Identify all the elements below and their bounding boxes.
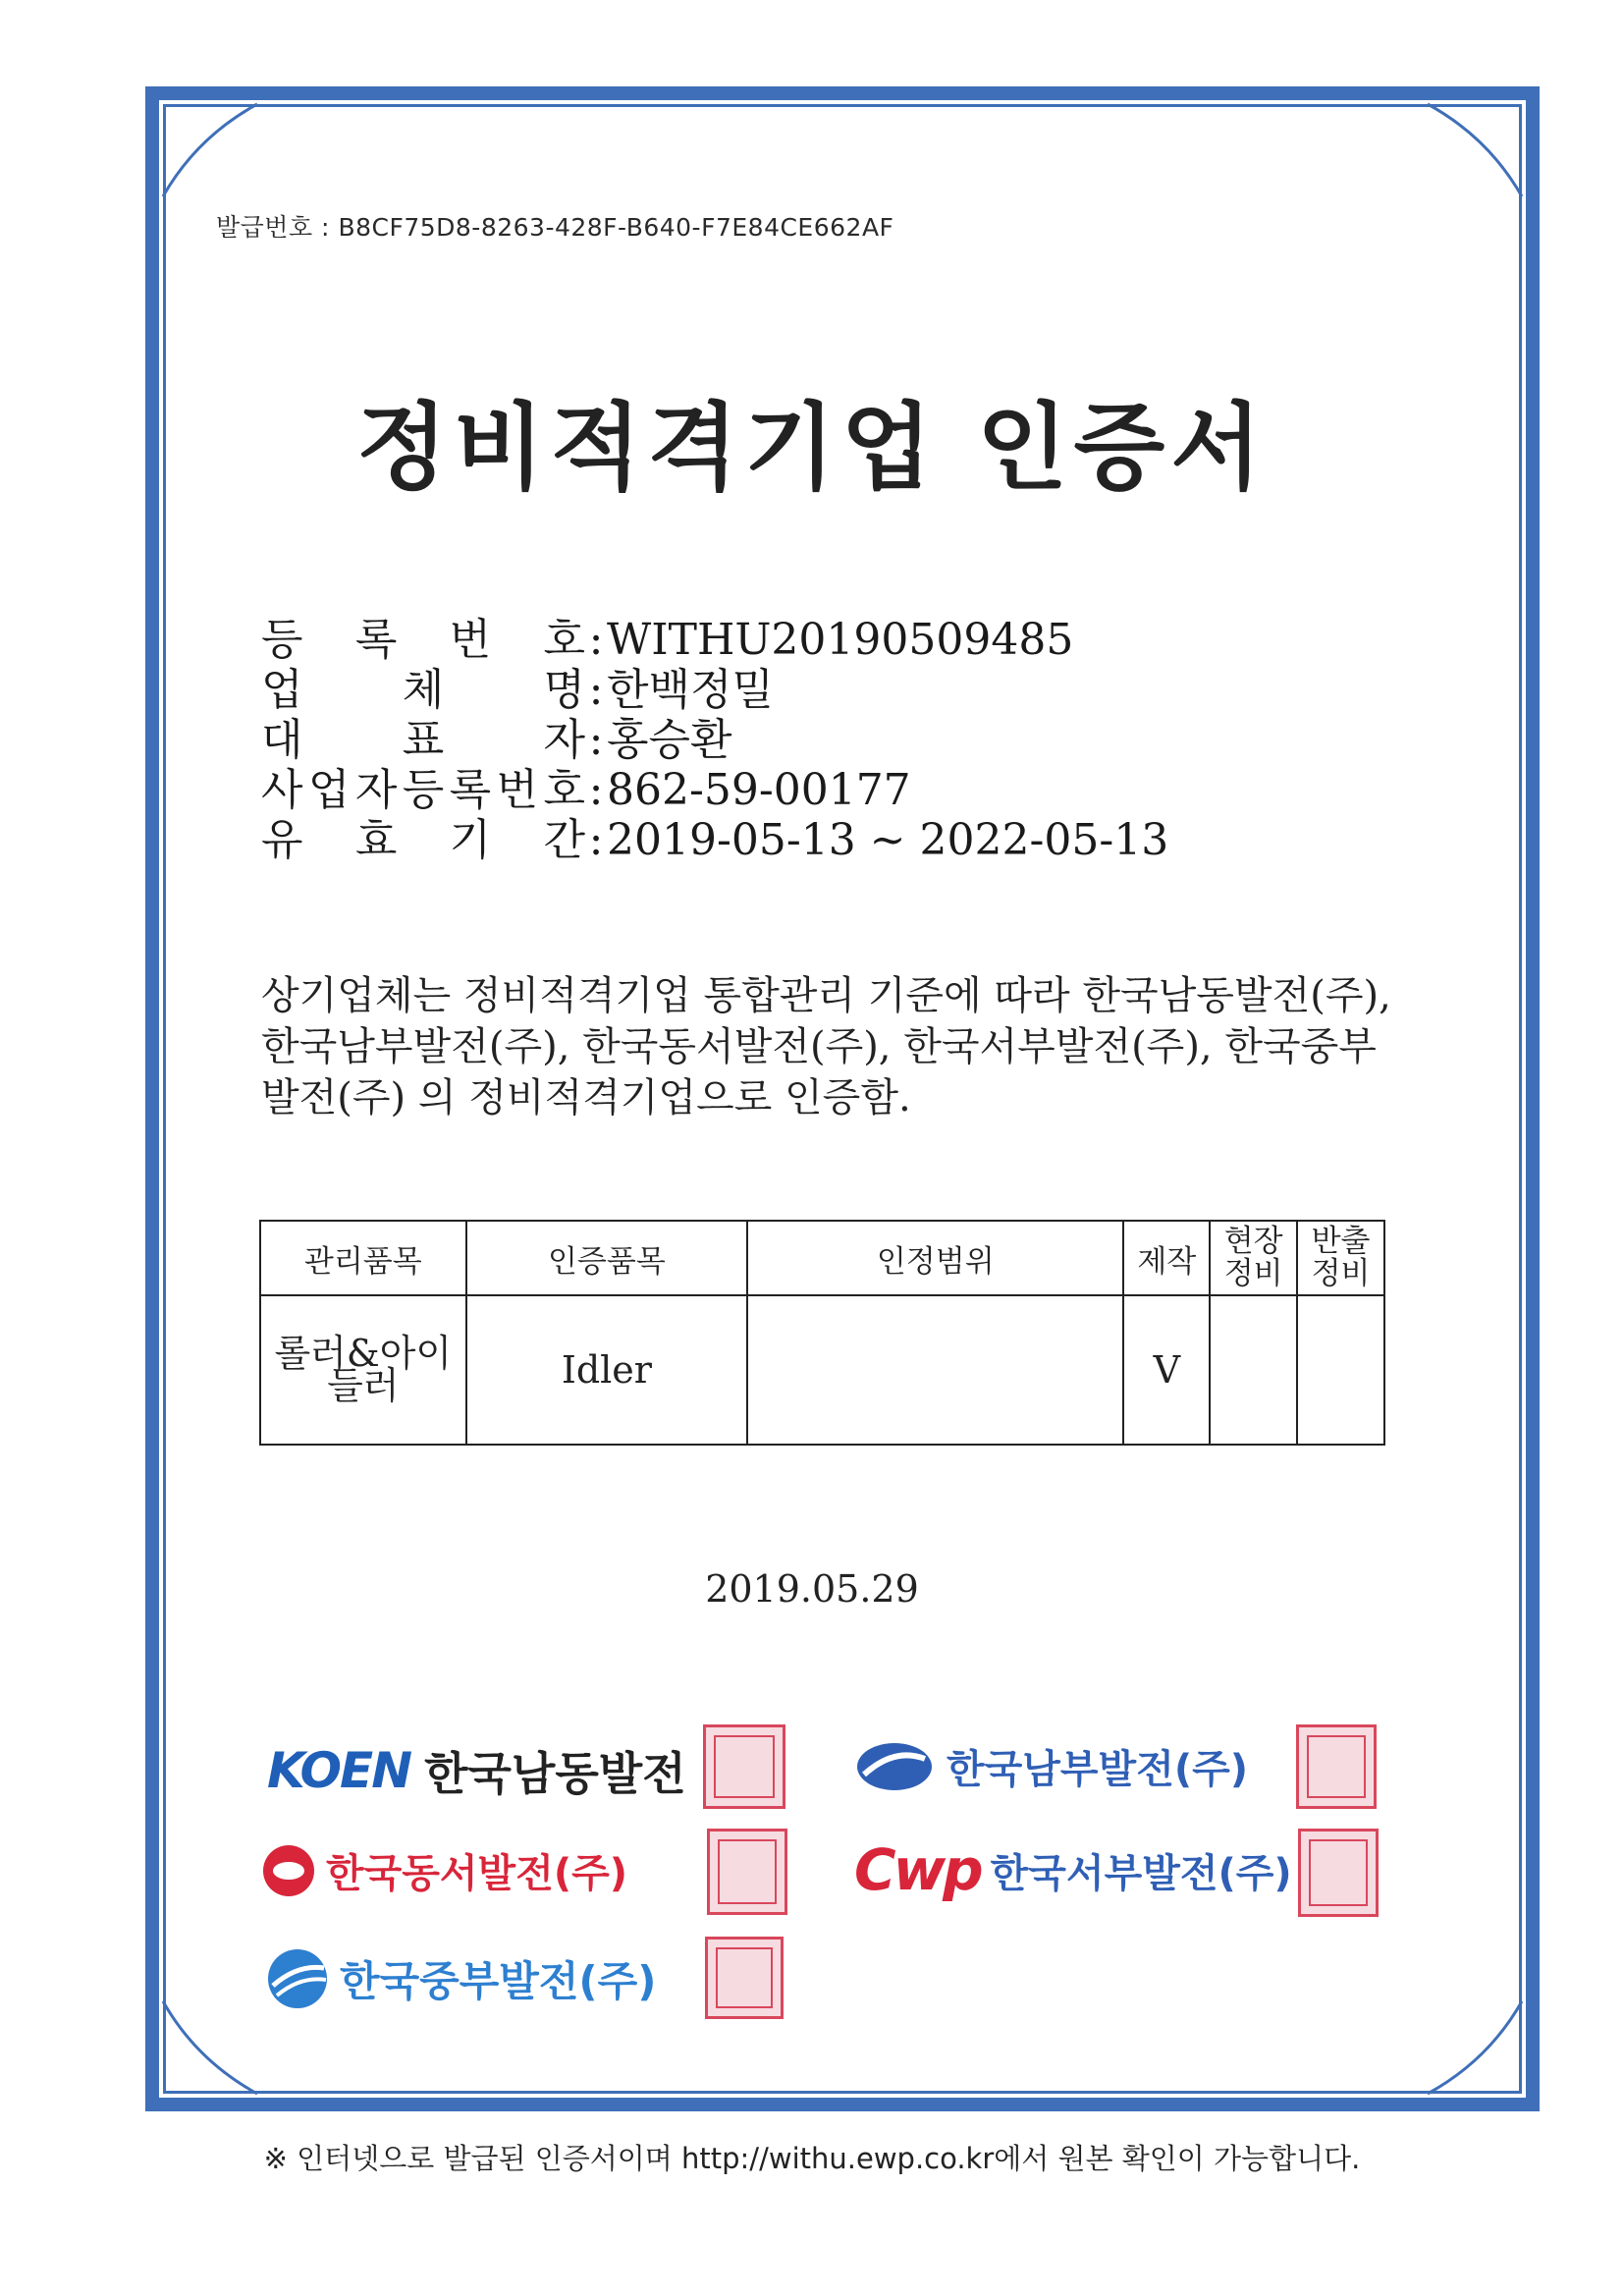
cell-make: V [1123,1295,1210,1445]
koen-name: 한국남동발전 [424,1747,686,1800]
col-header-make: 제작 [1123,1221,1210,1295]
info-value: 2019-05-13 ~ 2022-05-13 [607,815,1169,865]
certified-items-table [259,1220,1385,1446]
col-header-cert-item: 인증품목 [466,1221,748,1295]
issue-date: 2019.05.29 [705,1567,919,1611]
info-label: 대 표 자 [261,715,585,765]
statement-line: 상기업체는 정비적격기업 통합관리 기준에 따라 한국남동발전(주), [261,973,1391,1018]
kowepo-logo [854,1836,1292,1903]
col-header-carryout: 반출 정비 [1297,1221,1384,1295]
info-row-registration-no [261,615,1168,665]
kospo-logo [854,1738,1248,1794]
info-row-business-no [261,765,1168,815]
col-header-scope: 인정범위 [747,1221,1123,1295]
info-label: 업 체 명 [261,665,585,715]
table-row [260,1295,1384,1445]
ewp-name: 한국동서발전(주) [326,1851,628,1896]
info-label: 사 업 자 등 록 번 호 [261,765,585,815]
info-label: 유 효 기 간 [261,815,585,865]
table-header-row [260,1221,1384,1295]
certification-statement [261,970,1420,1123]
cell-cert-item: Idler [466,1295,748,1445]
kowepo-name: 한국서부발전(주) [990,1850,1292,1896]
info-row-company [261,665,1168,715]
kowepo-seal-stamp [1298,1829,1379,1917]
koen-seal-stamp [703,1724,785,1809]
info-colon: : [588,815,604,865]
ewp-logo [261,1842,627,1898]
info-colon: : [588,665,604,715]
cell-mgmt-item: 롤러&아이 들러 [260,1295,466,1445]
info-value: 한백정밀 [607,665,775,715]
info-row-representative [261,715,1168,765]
info-row-validity [261,815,1168,865]
footer-notice: ※ 인터넷으로 발급된 인증서이며 http://withu.ewp.co.kr에서 원본 확인이 가능합니다. [263,2142,1361,2175]
statement-line: 한국남부발전(주), 한국동서발전(주), 한국서부발전(주), 한국중부 [261,1024,1377,1069]
cell-carryout [1297,1295,1384,1445]
issue-number-value: B8CF75D8-8263-428F-B640-F7E84CE662AF [338,213,894,242]
koen-logo [267,1738,686,1803]
kospo-seal-stamp [1296,1724,1377,1809]
koen-mark: KOEN [267,1742,411,1799]
ewp-mark-icon [261,1843,316,1898]
cell-onsite [1210,1295,1297,1445]
kowepo-mark: Cwp [854,1836,981,1903]
komipo-logo [265,1946,656,2011]
info-colon: : [588,765,604,815]
issue-number-label: 발급번호 : [216,213,330,242]
kospo-name: 한국남부발전(주) [947,1747,1249,1792]
cell-scope [747,1295,1123,1445]
info-value: 홍승환 [607,715,732,765]
col-header-mgmt-item: 관리품목 [260,1221,466,1295]
info-colon: : [588,715,604,765]
ewp-seal-stamp [707,1829,787,1915]
komipo-mark-icon [265,1946,330,2011]
issue-number-line [216,208,893,244]
komipo-seal-stamp [705,1937,784,2019]
certificate-title: 정비적격기업 인증서 [355,393,1269,503]
col-header-onsite: 현장 정비 [1210,1221,1297,1295]
komipo-name: 한국중부발전(주) [340,1957,657,2005]
info-value: 862-59-00177 [607,765,911,815]
info-label: 등 록 번 호 [261,615,585,665]
info-value: WITHU20190509485 [607,615,1074,665]
certificate-info [261,615,1168,865]
info-colon: : [588,615,604,665]
kospo-mark-icon [854,1739,935,1794]
statement-line: 발전(주) 의 정비적격기업으로 인증함. [261,1075,911,1121]
